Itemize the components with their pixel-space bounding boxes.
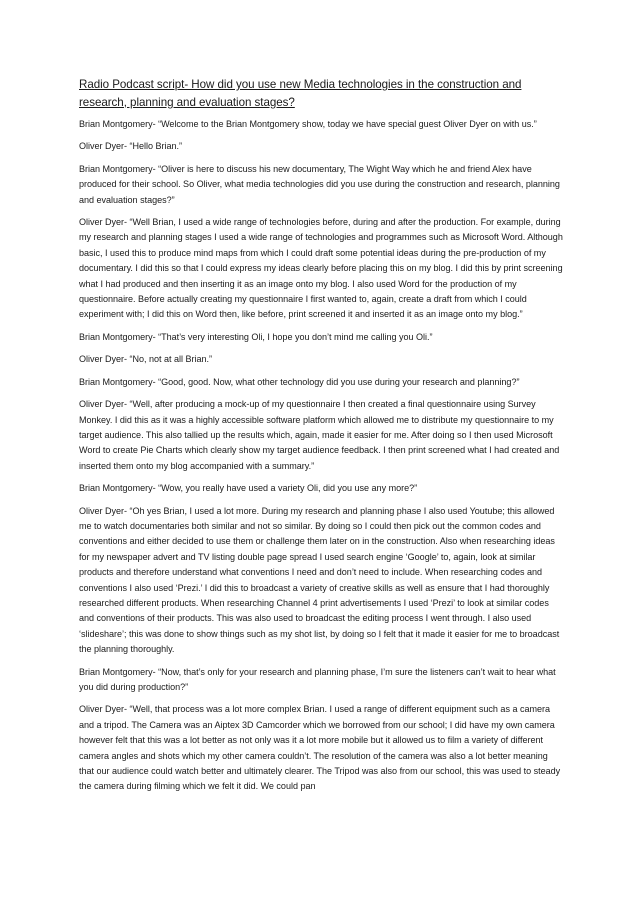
paragraph-not-at-all: Oliver Dyer- “No, not at all Brian.” bbox=[79, 354, 213, 365]
paragraph-hello: Oliver Dyer- “Hello Brian.” bbox=[79, 141, 183, 152]
paragraph-production-question: Brian Montgomery- “Now, that’s only for your research and planning phase, I’m sure the listeners can’t wait to hear what you did during production?” bbox=[79, 666, 556, 692]
document-title: Radio Podcast script- How did you use new Media technologies in the construction and research, planning and evaluation stages? bbox=[79, 78, 522, 109]
paragraph-variety: Brian Montgomery- “Wow, you really have used a variety Oli, did you use any more?” bbox=[79, 483, 418, 494]
paragraph-other-technology: Brian Montgomery- “Good, good. Now, what other technology did you use during your research and planning?” bbox=[79, 376, 520, 387]
paragraph-word-usage: Oliver Dyer- “Well Brian, I used a wide range of technologies before, during and after the production. For example, during my research and planning stages I used a wide range of technologies and programmes such as Microsoft Word. Although basic, I used this to produce mind maps from which I could draft some potential ideas during the pre-production of my documentary. I did this so that I could express my ideas clearly before placing this on my blog. I did this by print screening what I had produced and then inserting it as an image onto my blog. I also used Word for the production of my questionnaire. Before actually creating my questionnaire I first wanted to, again, create a draft from which I could experiment with; I did this on Word then, like before, print screened it and inserted it as an image onto my blog.” bbox=[79, 217, 563, 320]
paragraph-survey-monkey: Oliver Dyer- “Well, after producing a mock-up of my questionnaire I then created a final questionnaire using Survey Monkey. I did this as it was a highly accessible software platform which allowed me to distribute my questionnaire to my target audience. This also tallied up the results which, again, made it easier for me. After doing so I then used Microsoft Word to create Pie Charts which clearly show my target audience feedback. I then print screened what I had created and inserted them onto my blog accompanied with a summary.” bbox=[79, 399, 560, 471]
paragraph-equipment: Oliver Dyer- “Well, that process was a lot more complex Brian. I used a range of different equipment such as a camera and a tripod. The Camera was an Aiptex 3D Camcorder which we borrowed from our school; I did have my own camera however felt that this was a lot better as not only was it a lot more mobile but it allowed us to film a variety of different camera angles and shots which my other camera couldn’t. The resolution of the camera was also a lot better meaning that our audience could watch better and ultimately clearer. The Tripod was also from our school, this was used to steady the camera during filming which we felt it did. We could pan bbox=[79, 704, 561, 792]
paragraph-interesting: Brian Montgomery- “That’s very interesting Oli, I hope you don’t mind me calling you Oli.” bbox=[79, 331, 433, 342]
paragraph-intro-question: Brian Montgomery- “Oliver is here to discuss his new documentary, The Wight Way which he and friend Alex have produced for their school. So Oliver, what media technologies did you use during the construction and research, planning and evaluation stages?” bbox=[79, 163, 560, 205]
paragraph-welcome: Brian Montgomery- “Welcome to the Brian Montgomery show, today we have special guest Oliver Dyer on with us.” bbox=[79, 119, 537, 129]
document-page bbox=[79, 76, 565, 802]
paragraph-youtube-prezi: Oliver Dyer- “Oh yes Brian, I used a lot more. During my research and planning phase I also used Youtube; this allowed me to watch documentaries both similar and not so similar. By doing so I could then pick out the common codes and conventions and either decided to use them or challenge them later on in the construction. Also when researching ideas for my newspaper advert and TV listing double page spread I used search engine ‘Google’ to, again, look at similar products and therefore understand what conventions I need and don’t need to include. When researching codes and conventions I also used ‘Prezi.’ I did this to broadcast a variety of creative skills as well as ensure that I had thoroughly researched different products. When researching Channel 4 print advertisements I used ‘Prezi’ to look at similar codes and conventions of their products. This was also used to broadcast the editing process I went through. I also used ‘slideshare’; this was done to show things such as my shot list, by doing so I felt that it made it easier for me to broadcast the planning thoroughly. bbox=[79, 505, 560, 655]
